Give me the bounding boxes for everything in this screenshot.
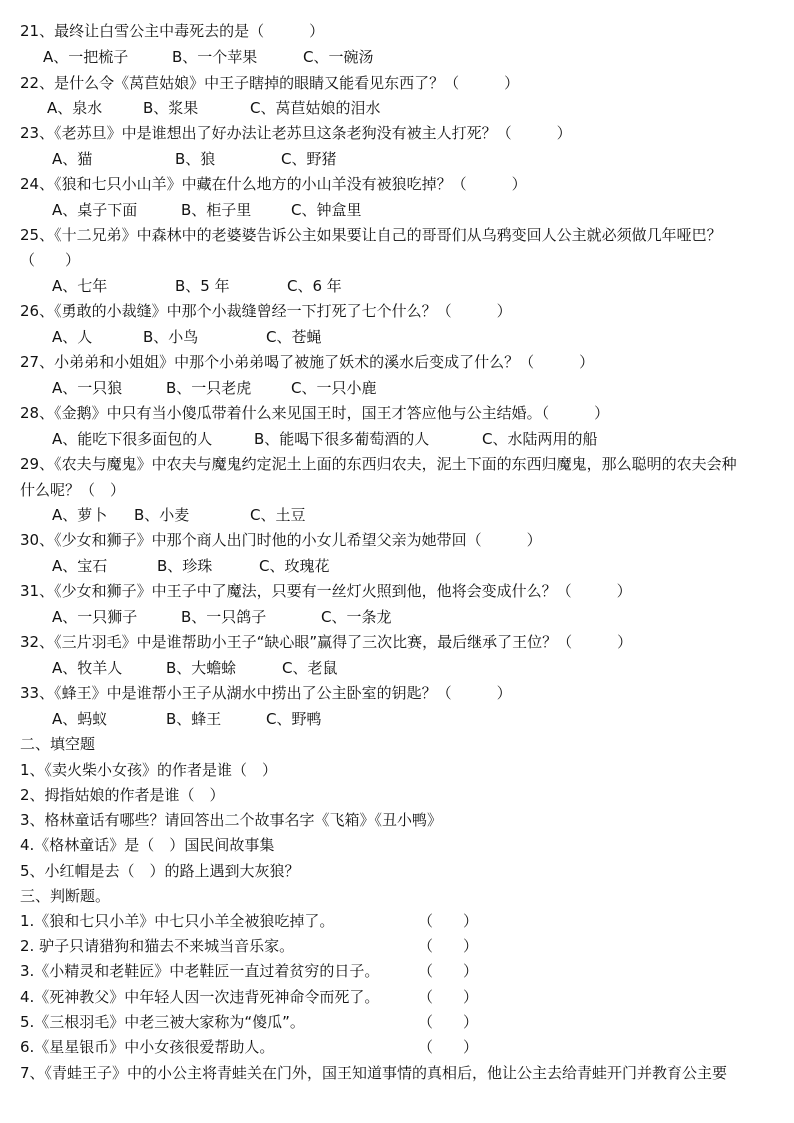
question-25: 25、《十二兄弟》中森林中的老婆婆告诉公主如果要让自己的哥哥们从乌鸦变回人公主就必须做几年哑巴？	[20, 226, 722, 244]
q28-option-c: C、水陆两用的船	[482, 430, 598, 448]
question-31: 31、《少女和狮子》中王子中了魔法，只要有一丝灯火照到他，他将会变成什么？（ ）	[20, 582, 632, 600]
judge-item-5: 5.《三根羽毛》中老三被大家称为“傻瓜”。	[20, 1013, 305, 1031]
q24-option-b: B、柜子里	[181, 201, 252, 219]
question-30: 30、《少女和狮子》中那个商人出门时他的小女儿希望父亲为她带回（ ）	[20, 531, 542, 549]
q22-option-a: A、泉水	[47, 99, 103, 117]
q23-option-a: A、猫	[52, 150, 93, 168]
question-27: 27、小弟弟和小姐姐》中那个小弟弟喝了被施了妖术的溪水后变成了什么？（ ）	[20, 353, 595, 371]
question-32: 32、《三片羽毛》中是谁帮助小王子“缺心眼”赢得了三次比赛，最后继承了王位？（ ）	[20, 633, 633, 651]
judge-item-1-mark: （ ）	[418, 912, 479, 930]
question-29-cont: 什么呢？（ ）	[20, 481, 126, 499]
q27-option-b: B、一只老虎	[166, 379, 252, 397]
q32-option-b: B、大蟾蜍	[166, 659, 237, 677]
q25-option-c: C、6 年	[287, 277, 342, 295]
judge-item-6-mark: （ ）	[418, 1038, 479, 1056]
fill-item-3: 3、格林童话有哪些？请回答出二个故事名字《飞箱》《丑小鸭》	[20, 811, 443, 829]
q29-option-b: B、小麦	[134, 506, 190, 524]
judge-section-title: 三、判断题。	[20, 887, 111, 905]
judge-item-2-mark: （ ）	[418, 937, 479, 955]
q26-option-c: C、苍蝇	[266, 328, 322, 346]
q32-option-c: C、老鼠	[282, 659, 338, 677]
question-33: 33、《蜂王》中是谁帮小王子从湖水中捞出了公主卧室的钥匙？（ ）	[20, 684, 512, 702]
q31-option-a: A、一只狮子	[52, 608, 138, 626]
q31-option-c: C、一条龙	[321, 608, 392, 626]
q24-option-a: A、桌子下面	[52, 201, 138, 219]
judge-item-4: 4.《死神教父》中年轻人因一次违背死神命令而死了。	[20, 988, 380, 1006]
q30-option-a: A、宝石	[52, 557, 108, 575]
question-21: 21、最终让白雪公主中毒死去的是（ ）	[20, 22, 325, 40]
q23-option-b: B、狼	[175, 150, 216, 168]
question-25-blank: （ ）	[20, 251, 81, 269]
q32-option-a: A、牧羊人	[52, 659, 123, 677]
fill-item-5: 5、小红帽是去（ ）的路上遇到大灰狼？	[20, 862, 300, 880]
judge-item-7: 7、《青蛙王子》中的小公主将青蛙关在门外，国王知道事情的真相后，他让公主去给青蛙开门并教育公主要	[20, 1064, 728, 1082]
fill-item-4: 4.《格林童话》是（ ）国民间故事集	[20, 836, 275, 854]
judge-item-5-mark: （ ）	[418, 1013, 479, 1031]
judge-item-4-mark: （ ）	[418, 988, 479, 1006]
q23-option-c: C、野猪	[281, 150, 337, 168]
q21-option-a: A、一把梳子	[43, 48, 129, 66]
question-29: 29、《农夫与魔鬼》中农夫与魔鬼约定泥土上面的东西归农夫，泥土下面的东西归魔鬼，那么聪明的农夫会种	[20, 455, 737, 473]
q25-option-a: A、七年	[52, 277, 108, 295]
q28-option-a: A、能吃下很多面包的人	[52, 430, 213, 448]
judge-item-3-mark: （ ）	[418, 962, 479, 980]
q26-option-b: B、小鸟	[143, 328, 199, 346]
q30-option-c: C、玫瑰花	[259, 557, 330, 575]
q29-option-a: A、萝卜	[52, 506, 108, 524]
fill-item-1: 1、《卖火柴小女孩》的作者是谁（ ）	[20, 761, 278, 779]
judge-item-1: 1.《狼和七只小羊》中七只小羊全被狼吃掉了。	[20, 912, 335, 930]
q24-option-c: C、钟盒里	[291, 201, 362, 219]
q33-option-a: A、蚂蚁	[52, 710, 108, 728]
q30-option-b: B、珍珠	[157, 557, 213, 575]
q31-option-b: B、一只鸽子	[181, 608, 267, 626]
q27-option-a: A、一只狼	[52, 379, 123, 397]
q27-option-c: C、一只小鹿	[291, 379, 377, 397]
judge-item-3: 3.《小精灵和老鞋匠》中老鞋匠一直过着贫穷的日子。	[20, 962, 380, 980]
q33-option-b: B、蜂王	[166, 710, 222, 728]
judge-item-6: 6.《星星银币》中小女孩很爱帮助人。	[20, 1038, 275, 1056]
question-28: 28、《金鹅》中只有当小傻瓜带着什么来见国王时，国王才答应他与公主结婚。（ ）	[20, 404, 610, 422]
q22-option-b: B、浆果	[143, 99, 199, 117]
q26-option-a: A、人	[52, 328, 93, 346]
question-22: 22、是什么令《莴苣姑娘》中王子瞎掉的眼睛又能看见东西了？（ ）	[20, 74, 520, 92]
q25-option-b: B、5 年	[175, 277, 230, 295]
judge-item-2: 2. 驴子只请猎狗和猫去不来城当音乐家。	[20, 937, 295, 955]
fill-section-title: 二、填空题	[20, 735, 96, 753]
fill-item-2: 2、拇指姑娘的作者是谁（ ）	[20, 786, 225, 804]
q21-option-b: B、一个苹果	[172, 48, 258, 66]
question-23: 23、《老苏旦》中是谁想出了好办法让老苏旦这条老狗没有被主人打死？（ ）	[20, 124, 572, 142]
q33-option-c: C、野鸭	[266, 710, 322, 728]
q29-option-c: C、土豆	[250, 506, 306, 524]
question-24: 24、《狼和七只小山羊》中藏在什么地方的小山羊没有被狼吃掉？（ ）	[20, 175, 527, 193]
question-26: 26、《勇敢的小裁缝》中那个小裁缝曾经一下打死了七个什么？（ ）	[20, 302, 512, 320]
q28-option-b: B、能喝下很多葡萄酒的人	[254, 430, 430, 448]
q22-option-c: C、莴苣姑娘的泪水	[250, 99, 381, 117]
q21-option-c: C、一碗汤	[303, 48, 374, 66]
